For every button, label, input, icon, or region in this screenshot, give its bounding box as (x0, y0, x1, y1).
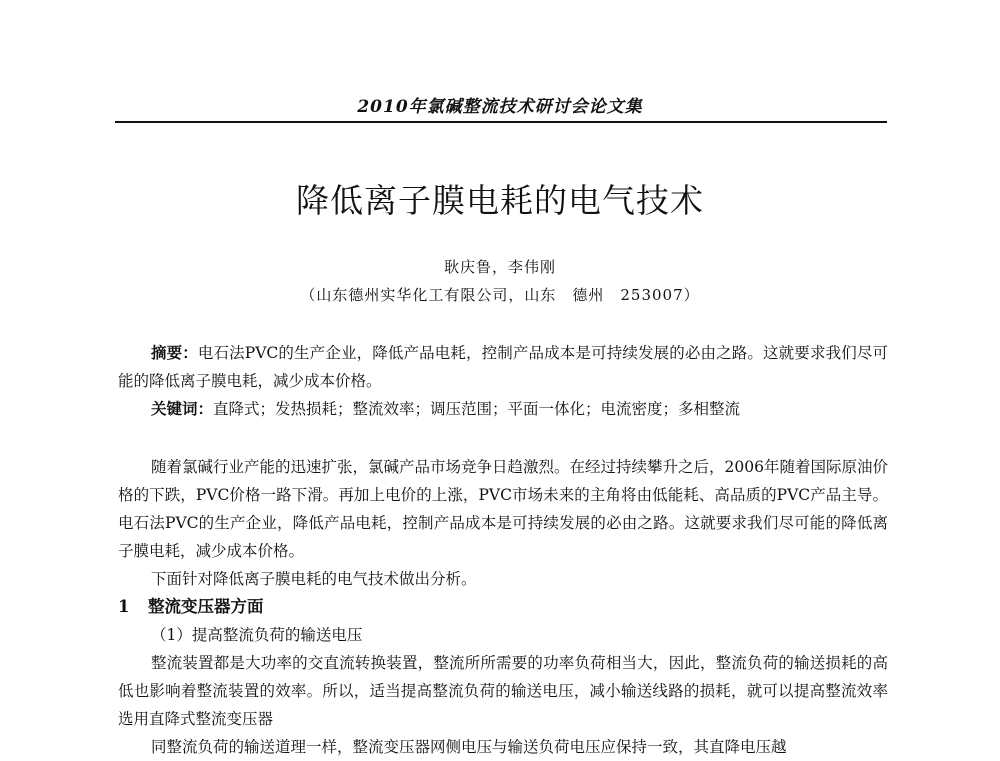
paper-title: 降低离子膜电耗的电气技术 (296, 181, 704, 220)
keywords-label: 关键词： (151, 399, 214, 418)
section-heading (118, 593, 888, 621)
body-text (118, 453, 888, 761)
body-paragraph-3: 同整流负荷的输送道理一样，整流变压器网侧电压与输送负荷电压应保持一致，其直降电压越 (151, 738, 787, 756)
abstract-label: 摘要： (151, 343, 198, 362)
abstract-text: 电石法PVC的生产企业，降低产品电耗，控制产品成本是可持续发展的必由之路。这就要求我们尽可能的降低离子膜电耗，减少成本价格。 (118, 344, 888, 390)
paper-authors: 耿庆鲁，李伟刚 (443, 258, 556, 276)
keywords-text: 直降式；发热损耗；整流效率；调压范围；平面一体化；电流密度；多相整流 (213, 400, 741, 418)
keywords-paragraph (118, 395, 888, 423)
abstract-block (118, 339, 888, 423)
intro-paragraph: 随着氯碱行业产能的迅速扩张，氯碱产品市场竞争日趋激烈。在经过持续攀升之后，2006年随着国际原油价格的下跌，PVC价格一路下滑。再加上电价的上涨，PVC市场未来的主角将由低能耗、高品质的PVC产品主导。电石法PVC的生产企业，降低产品电耗，控制产品成本是可持续发展的必由之路。这就要求我们尽可能的降低离子膜电耗，减少成本价格。 (118, 458, 888, 560)
section-title: 整流变压器方面 (148, 597, 264, 616)
header-divider (115, 121, 887, 123)
abstract-paragraph (118, 339, 888, 395)
paper-affiliation: （山东德州实华化工有限公司，山东 德州 253007） (300, 286, 700, 304)
section-number: 1 (118, 597, 130, 616)
analysis-line: 下面针对降低离子膜电耗的电气技术做出分析。 (151, 570, 477, 588)
body-paragraph-2: 整流装置都是大功率的交直流转换装置，整流所所需要的功率负荷相当大，因此，整流负荷的输送损耗的高低也影响着整流装置的效率。所以，适当提高整流负荷的输送电压，减小输送线路的损耗，就可以提高整流效率选用直降式整流变压器 (118, 654, 888, 728)
running-header: 2010年氯碱整流技术研讨会论文集 (357, 97, 643, 117)
subsection-heading: （1）提高整流负荷的输送电压 (151, 626, 363, 644)
